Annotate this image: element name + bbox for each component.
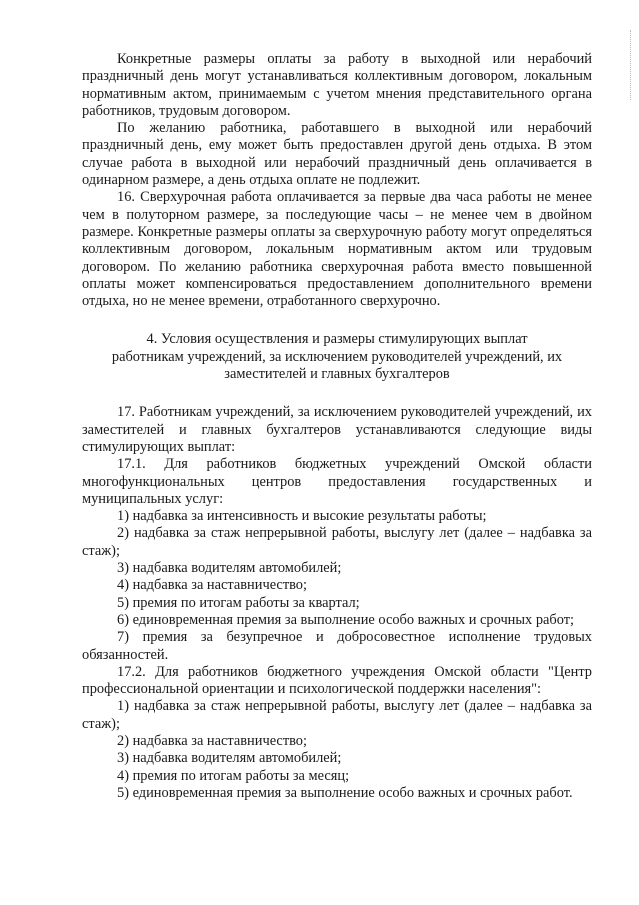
list-item-17-2-3: 3) надбавка водителям автомобилей; bbox=[117, 750, 342, 767]
list-item-17-2-1: 1) надбавка за стаж непрерывной работы, выслугу лет (далее – надбавка за стаж); bbox=[82, 698, 592, 732]
section-heading bbox=[82, 331, 592, 383]
paragraph-day-off: По желанию работника, работавшего в выходной или нерабочий праздничный день, ему может быть предоставлен другой день отдыха. В этом случае работа в выходной или нерабочий праздничный день оплачивается в одинарном размере, а день отдыха оплате не подлежит. bbox=[82, 120, 592, 189]
list-item-17-1-2: 2) надбавка за стаж непрерывной работы, выслугу лет (далее – надбавка за стаж); bbox=[82, 525, 592, 559]
list-item-17-2-4: 4) премия по итогам работы за месяц; bbox=[117, 767, 350, 784]
paragraph-17-1: 17.1. Для работников бюджетных учреждений Омской области многофункциональных центров предоставления государственных и муниципальных услуг: bbox=[82, 456, 592, 507]
paragraph-17-2: 17.2. Для работников бюджетного учреждения Омской области "Центр профессиональной ориентации и психологической поддержки населения": bbox=[82, 663, 592, 698]
document-page bbox=[82, 51, 592, 802]
list-item-17-1-1: 1) надбавка за интенсивность и высокие результаты работы; bbox=[117, 508, 487, 525]
list-item-17-1-6: 6) единовременная премия за выполнение особо важных и срочных работ; bbox=[117, 611, 575, 628]
list-item-17-1-3: 3) надбавка водителям автомобилей; bbox=[117, 560, 342, 577]
list-item-17-1-4: 4) надбавка за наставничество; bbox=[117, 577, 308, 594]
list-item-17-2-2: 2) надбавка за наставничество; bbox=[117, 732, 308, 749]
paragraph-17: 17. Работникам учреждений, за исключением руководителей учреждений, их заместителей и главных бухгалтеров устанавливаются следующие виды стимулирующих выплат: bbox=[82, 404, 592, 455]
paragraph-16-overtime: 16. Сверхурочная работа оплачивается за первые два часа работы не менее чем в полуторном размере, за последующие часы – не менее чем в двойном размере. Конкретные размеры оплаты за сверхурочную работу могут определяться коллективным договором, локальным нормативным актом или трудовым договором. По желанию работника сверхурочная работа вместо повышенной оплаты может компенсироваться предоставлением дополнительного времени отдыха, но не менее времени, отработанного сверхурочно. bbox=[82, 189, 592, 310]
list-item-17-1-5: 5) премия по итогам работы за квартал; bbox=[117, 594, 360, 611]
list-item-17-1-7: 7) премия за безупречное и добросовестное исполнение трудовых обязанностей. bbox=[82, 629, 592, 663]
section-heading-line-3: заместителей и главных бухгалтеров bbox=[224, 366, 450, 383]
paragraph-payment-size: Конкретные размеры оплаты за работу в выходной или нерабочий праздничный день могут устанавливаться коллективным договором, локальным нормативным актом, принимаемым с учетом мнения представительного органа работников, трудовым договором. bbox=[82, 51, 592, 119]
section-heading-line-1: 4. Условия осуществления и размеры стимулирующих выплат bbox=[146, 331, 528, 348]
list-item-17-2-5: 5) единовременная премия за выполнение особо важных и срочных работ. bbox=[117, 784, 573, 801]
scan-edge-mark bbox=[630, 30, 637, 100]
section-heading-line-2: работникам учреждений, за исключением руководителей учреждений, их bbox=[111, 348, 563, 365]
